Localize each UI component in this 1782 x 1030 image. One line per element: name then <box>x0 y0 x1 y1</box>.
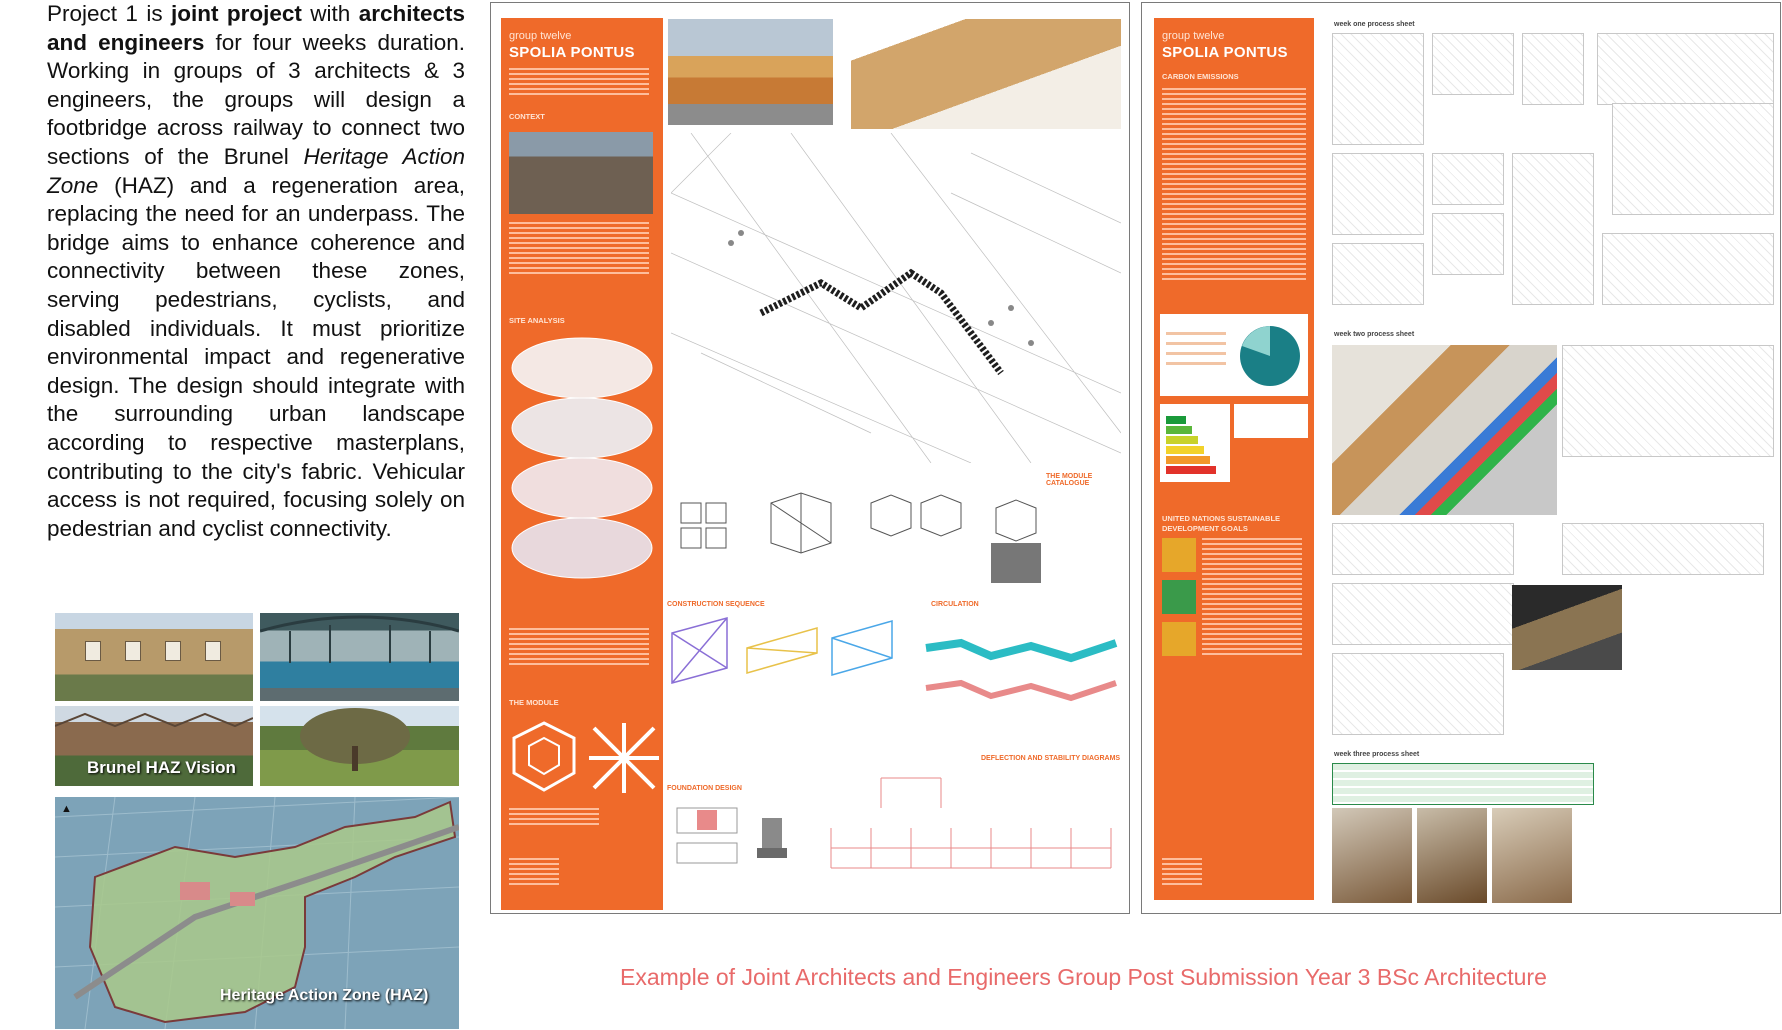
model-photo-1 <box>1332 808 1412 903</box>
sketch-11 <box>1602 233 1774 305</box>
schedule-table <box>1332 763 1594 805</box>
poster-one-sidebar <box>501 18 663 910</box>
process-week-three-title: week three process sheet <box>1334 751 1420 758</box>
energy-rating-chart <box>1160 404 1230 482</box>
render-model-close <box>1512 585 1622 670</box>
process-week-two-title: week two process sheet <box>1334 331 1415 338</box>
intro-text-3: for four weeks duration. Working in groups of 3 architects & 3 engineers, the groups will design a footbridge across railway to connect two sections of the Brunel <box>47 29 466 169</box>
poster-two-sidebar <box>1154 18 1314 900</box>
process-week-one-title: week one process sheet <box>1334 21 1415 28</box>
sketch-14 <box>1562 523 1764 575</box>
sketch-13 <box>1332 523 1514 575</box>
photo-heritage-house <box>55 613 253 701</box>
sketch-12 <box>1562 345 1774 457</box>
sketch-1 <box>1332 33 1424 145</box>
intro-bold-2: architects and engineers <box>47 1 466 55</box>
sketch-2 <box>1432 33 1514 95</box>
sketch-7 <box>1512 153 1594 305</box>
intro-bold-1: joint project <box>170 1 302 26</box>
photo-swimming-pool <box>260 613 459 701</box>
intro-paragraph <box>47 0 465 543</box>
poster-one-group: group twelve <box>509 30 572 42</box>
intro-text-2: with <box>301 1 359 26</box>
foundation-diagram <box>667 798 817 878</box>
sketch-10 <box>1432 213 1504 275</box>
sketch-5 <box>1332 153 1424 235</box>
sdg-icon-2 <box>1162 538 1196 572</box>
construction-sequence-title: CONSTRUCTION SEQUENCE <box>667 601 765 608</box>
sketch-16 <box>1332 653 1504 735</box>
sketch-15 <box>1332 583 1514 645</box>
site-analysis-layers <box>507 328 657 618</box>
intro-italic-1: Heritage Action Zone <box>47 143 465 198</box>
photo-park <box>260 706 459 786</box>
module-diagram <box>509 718 659 798</box>
sdg-icon-3 <box>1162 580 1196 614</box>
sketch-3 <box>1522 33 1584 105</box>
model-photo-3 <box>1492 808 1572 903</box>
deflection-diagram <box>821 768 1121 878</box>
map-label: Heritage Action Zone (HAZ) <box>220 987 429 1004</box>
poster-two-section-carbon: CARBON EMISSIONS <box>1162 72 1239 81</box>
poster-one-section-module: THE MODULE <box>509 698 559 707</box>
north-arrow-icon: ▲ <box>61 803 72 815</box>
photo-vision-label: Brunel HAZ Vision <box>87 758 236 777</box>
construction-sequence-diagram <box>667 613 897 693</box>
poster-two-section-sdg: UNITED NATIONS SUSTAINABLE DEVELOPMENT GOALS <box>1162 514 1281 533</box>
deflection-title: DEFLECTION AND STABILITY DIAGRAMS <box>981 755 1121 762</box>
module-catalogue-title: THE MODULE CATALOGUE <box>1046 473 1093 487</box>
render-model-colored <box>1332 345 1557 515</box>
render-model-photo <box>851 19 1121 129</box>
poster-one-section-site: SITE ANALYSIS <box>509 316 565 325</box>
circulation-title: CIRCULATION <box>931 601 979 608</box>
poster-one <box>490 2 1130 914</box>
poster-two-group: group twelve <box>1162 30 1225 42</box>
poster-one-title: SPOLIA PONTUS <box>509 44 635 61</box>
emissions-legend-box <box>1234 404 1308 438</box>
poster-two <box>1141 2 1781 914</box>
render-bridge-perspective <box>668 19 833 125</box>
intro-text-1: Project 1 is <box>47 1 171 26</box>
site-axonometric-drawing <box>671 133 1121 463</box>
sketch-8 <box>1612 103 1774 215</box>
module-catalogue-row <box>671 483 1121 583</box>
sdg-icon-11 <box>1162 622 1196 656</box>
poster-one-section-context: CONTEXT <box>509 112 545 121</box>
haz-map <box>55 797 459 1029</box>
sketch-4 <box>1597 33 1774 105</box>
poster-two-title: SPOLIA PONTUS <box>1162 44 1288 61</box>
circulation-diagram <box>921 618 1121 713</box>
model-photo-2 <box>1417 808 1487 903</box>
intro-text-4: (HAZ) and a regeneration area, replacing the need for an underpass. The bridge aims to enhance coherence and connectivity between these zones, serving pedestrians, cyclists, and disabled individuals. It must prioritize environmental impact and regenerative design. The design should integrate with the surrounding urban landscape according to respective masterplans, contributing to the city's fabric. Vehicular access is not required, focusing solely on pedestrian and cyclist connectivity. <box>47 172 465 541</box>
photo-terrace-houses <box>55 706 253 786</box>
sketch-6 <box>1432 153 1504 205</box>
context-aerial-photo <box>509 132 653 214</box>
foundation-design-title: FOUNDATION DESIGN <box>667 785 742 792</box>
caption: Example of Joint Architects and Engineers Group Post Submission Year 3 BSc Architecture <box>620 964 1547 990</box>
sketch-9 <box>1332 243 1424 305</box>
emissions-pie-chart <box>1160 314 1308 396</box>
